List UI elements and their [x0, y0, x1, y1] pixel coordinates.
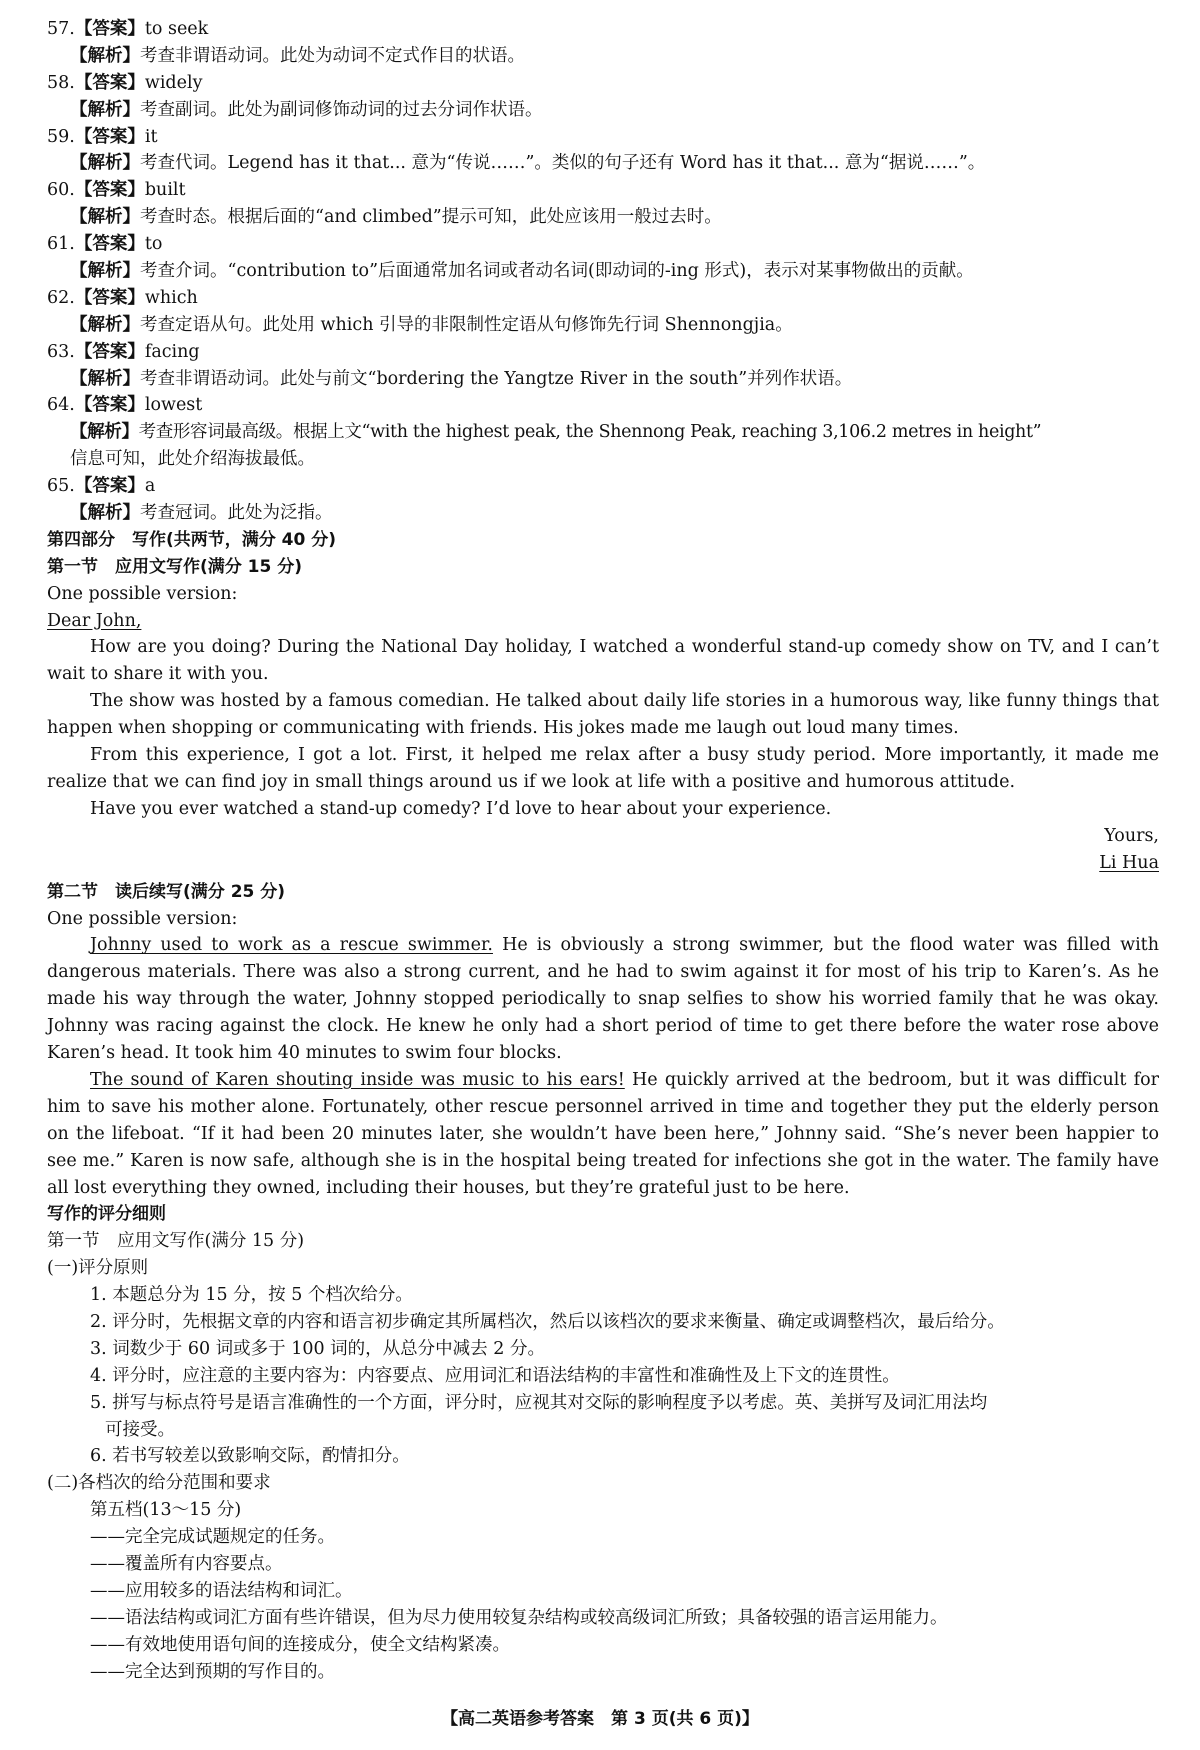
answer-59: 59.【答案】it — [47, 126, 158, 147]
story-paragraph-1: Johnny used to work as a rescue swimmer. He is obviously a strong swimmer, but the flood water was filled with dangerous materials. There was also a strong current, and he had to swim against it for most of his trip to Karen’s. As he made his way through the water, Johnny stopped periodically to snap selfies to show his worried family that he was okay. Johnny was racing against the clock. He knew he only had a short period of time to get there before the water rose above Karen’s head. It took him 40 minutes to swim four blocks. — [47, 935, 1159, 1064]
explain-63: 【解析】考查非谓语动词。此处与前文“bordering the Yangtze River in the south”并列作状语。 — [70, 368, 853, 389]
letter-paragraph: Have you ever watched a stand-up comedy? I’d love to hear about your experience. — [90, 798, 832, 819]
principle-item: 1. 本题总分为 15 分，按 5 个档次给分。 — [90, 1285, 413, 1306]
level5-item: ——完全达到预期的写作目的。 — [90, 1661, 335, 1682]
explain-64-cont: 信息可知，此处介绍海拔最低。 — [70, 449, 315, 470]
letter-closing: Yours, — [1104, 825, 1159, 846]
letter-paragraph: From this experience, I got a lot. First, it helped me relax after a busy study period. More importantly, it made me realize that we can find joy in small things around us if we look at life with a positive and humorous attitude. — [47, 745, 1159, 793]
answer-58: 58.【答案】widely — [47, 72, 203, 93]
explain-60: 【解析】考查时态。根据后面的“and climbed”提示可知，此处应该用一般过去时。 — [70, 207, 722, 228]
answer-60: 60.【答案】built — [47, 180, 186, 201]
principles-title: (一)评分原则 — [47, 1258, 149, 1279]
letter-signature: Li Hua — [1099, 852, 1159, 873]
sec1-title: 第一节 应用文写作(满分 15 分) — [47, 556, 303, 577]
explain-57: 【解析】考查非谓语动词。此处为动词不定式作目的状语。 — [70, 45, 525, 66]
answer-65: 65.【答案】a — [47, 476, 156, 497]
page-footer: 【高二英语参考答案 第 3 页(共 6 页)】 — [441, 1709, 759, 1729]
answer-61: 61.【答案】to — [47, 234, 163, 255]
principle-item: 4. 评分时，应注意的主要内容为：内容要点、应用词汇和语法结构的丰富性和准确性及上下文的连贯性。 — [90, 1365, 900, 1386]
sec2-title: 第二节 读后续写(满分 25 分) — [47, 881, 286, 902]
level5-item: ——语法结构或词汇方面有些许错误，但为尽力使用较复杂结构或较高级词汇所致；具备较强的语言运用能力。 — [90, 1607, 948, 1628]
answer-page — [47, 16, 1159, 1685]
level5-item: ——应用较多的语法结构和词汇。 — [90, 1580, 353, 1601]
level5-item: ——有效地使用语句间的连接成分，使全文结构紧凑。 — [90, 1634, 510, 1655]
sec1-version: One possible version: — [47, 583, 238, 604]
scoring-title: 写作的评分细则 — [47, 1204, 166, 1225]
principle-item: 2. 评分时，先根据文章的内容和语言初步确定其所属档次，然后以该档次的要求来衡量、确定或调整档次，最后给分。 — [90, 1312, 1005, 1333]
answer-57: 57.【答案】to seek — [47, 19, 209, 39]
level5-title: 第五档(13～15 分) — [90, 1500, 242, 1521]
principle-item: 6. 若书写较差以致影响交际，酌情扣分。 — [90, 1446, 410, 1467]
explain-62: 【解析】考查定语从句。此处用 which 引导的非限制性定语从句修饰先行词 Shennongjia。 — [70, 314, 793, 335]
levels-title: (二)各档次的给分范围和要求 — [47, 1473, 271, 1494]
level5-item: ——完全完成试题规定的任务。 — [90, 1527, 335, 1548]
level5-item: ——覆盖所有内容要点。 — [90, 1554, 283, 1575]
explain-64: 【解析】考查形容词最高级。根据上文“with the highest peak, the Shennong Peak, reaching 3,106.2 metres in height” — [70, 422, 1042, 443]
scoring-sec1: 第一节 应用文写作(满分 15 分) — [47, 1231, 305, 1252]
letter-paragraph: The show was hosted by a famous comedian. He talked about daily life stories in a humorous way, like funny things that happen when shopping or communicating with friends. His jokes made me laugh out loud many times. — [47, 691, 1159, 739]
sec2-version: One possible version: — [47, 908, 238, 929]
answer-63: 63.【答案】facing — [47, 341, 200, 362]
story-paragraph-2: The sound of Karen shouting inside was music to his ears! He quickly arrived at the bedroom, but it was difficult for him to save his mother alone. Fortunately, other rescue personnel arrived in time and together they put the elderly person on the lifeboat. “If it had been 20 minutes later, she wouldn’t have been here,” Johnny said. “She’s never been happier to see me.” Karen is now safe, although she is in the hospital being treated for infections she got in the water. The family have all lost everything they owned, including their houses, but they’re grateful just to be here. — [47, 1069, 1159, 1198]
principle-item: 3. 词数少于 60 词或多于 100 词的，从总分中减去 2 分。 — [90, 1338, 545, 1359]
part4-title: 第四部分 写作(共两节，满分 40 分) — [47, 529, 337, 550]
explain-61: 【解析】考查介词。“contribution to”后面通常加名词或者动名词(即动词的-ing 形式)，表示对某事物做出的贡献。 — [70, 261, 974, 282]
principle-item: 5. 拼写与标点符号是语言准确性的一个方面，评分时，应视其对交际的影响程度予以考虑。英、美拼写及词汇用法均 — [90, 1392, 988, 1413]
answer-64: 64.【答案】lowest — [47, 395, 203, 416]
explain-58: 【解析】考查副词。此处为副词修饰动词的过去分词作状语。 — [70, 99, 543, 120]
explain-65: 【解析】考查冠词。此处为泛指。 — [70, 503, 333, 524]
letter-greeting: Dear John, — [47, 610, 142, 631]
principle-item-cont: 可接受。 — [105, 1419, 175, 1440]
explain-59: 【解析】考查代词。Legend has it that... 意为“传说……”。类似的句子还有 Word has it that... 意为“据说……”。 — [70, 153, 986, 174]
answer-62: 62.【答案】which — [47, 287, 198, 308]
letter-paragraph: How are you doing? During the National Day holiday, I watched a wonderful stand-up comedy show on TV, and I can’t wait to share it with you. — [47, 637, 1159, 685]
